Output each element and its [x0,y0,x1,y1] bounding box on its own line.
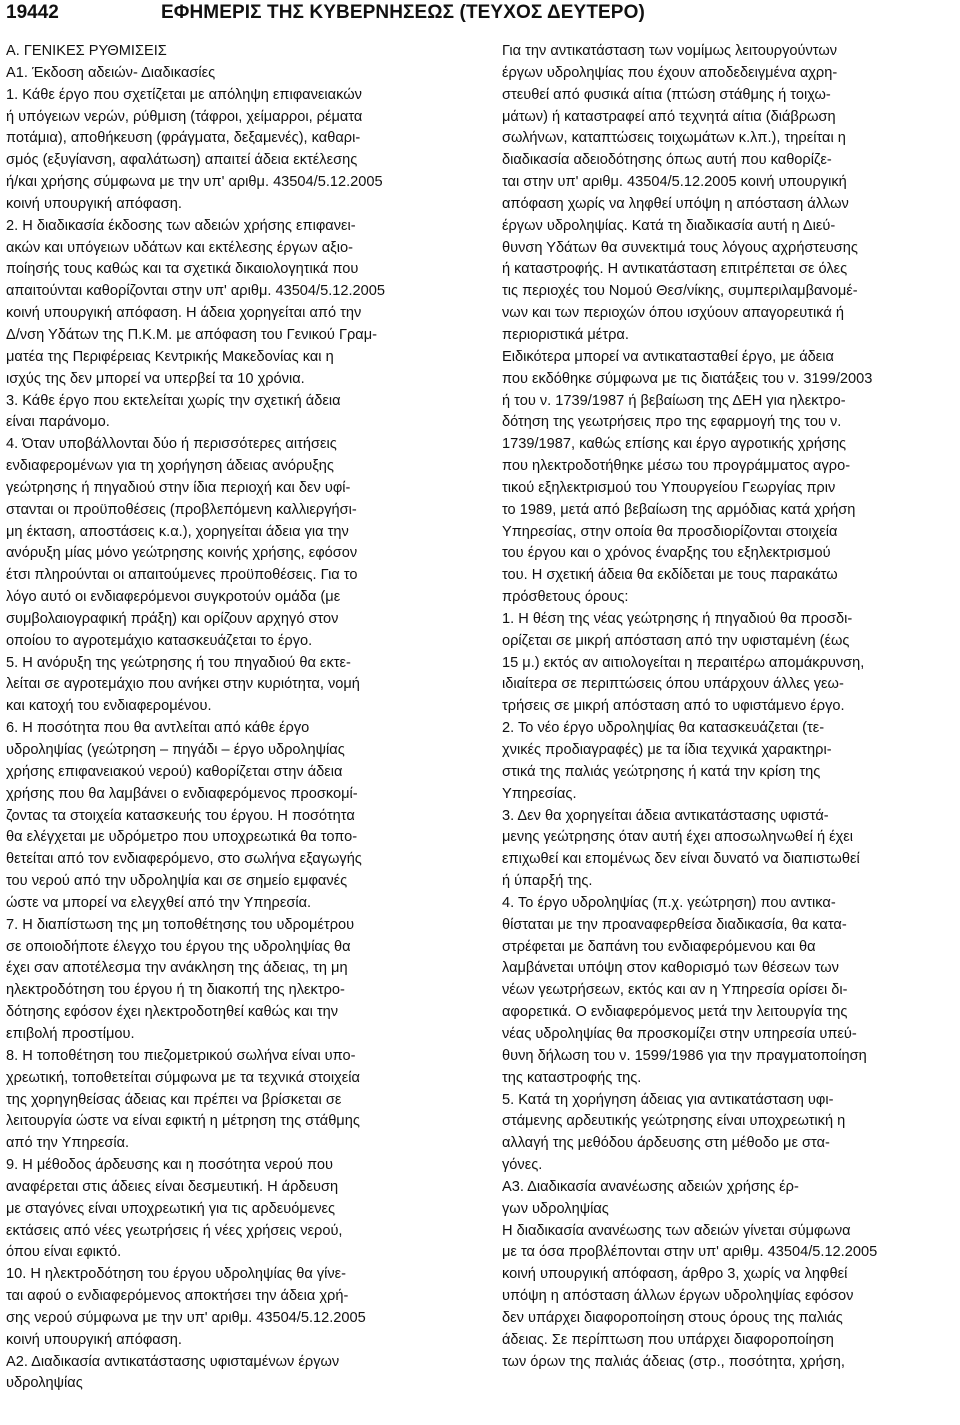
text-line: με τα όσα προβλέπονται στην υπ' αριθμ. 43504/5.12.2005 [502,1244,878,1261]
text-line: ποτάμια), αποθήκευση (φράγματα, δεξαμενές), καθαρι- [6,130,361,147]
text-line: γόνες. [502,1157,543,1174]
text-line: 3. Δεν θα χορηγείται άδεια αντικατάστασης υφιστά- [502,807,829,824]
text-line: μενης γεώτρησης όταν αυτή έχει αποσωληνωθεί ή έχει [502,829,854,846]
text-line: απαιτούνται καθορίζονται στην υπ' αριθμ. 43504/5.12.2005 [6,283,386,300]
text-line: 4. Το έργο υδροληψίας (π.χ. γεώτρηση) που αντικα- [502,894,836,911]
text-line: εκτάσεις από νέες γεωτρήσεις ή νέες χρήσεις νερού, [6,1222,343,1239]
text-line: το 1989, μετά από βεβαίωση της αρμόδιας κατά χρήση [502,501,856,518]
text-line: νέων γεωτρήσεων, εκτός και αν η Υπηρεσία ορίσει δι- [502,982,848,999]
text-line: κοινή υπουργική απόφαση. [6,1331,182,1348]
text-line: ή/και χρήσης σύμφωνα με την υπ' αριθμ. 43504/5.12.2005 [6,174,383,191]
text-line: ή του ν. 1739/1987 ή βεβαίωση της ΔΕΗ για ηλεκτρο- [502,392,846,409]
text-line: που εκδόθηκε σύμφωνα με τις διατάξεις του ν. 3199/2003 [502,370,873,387]
text-line: δότηση της γεωτρήσεις προ της εφαρμογή της του ν. [502,414,842,431]
text-line: έργων υδροληψίας. Κατά τη διαδικασία αυτή η Διεύ- [502,217,836,234]
text-line: που ηλεκτροδοτήθηκε μέσω του προγράμματος αγρο- [502,458,851,475]
text-line: Υπηρεσίας, στην οποία θα προσδιορίζονται στοιχεία [502,523,838,540]
text-line: δεν υπάρχει διαφοροποίηση στους όρους της παλιάς [502,1309,843,1326]
text-line: του έργου και ο χρόνος έναρξης του εξηλεκτρισμού [502,545,831,562]
text-line: σμός (εξυγίανση, αφαλάτωση) απαιτεί άδεια εκτέλεσης [6,152,358,169]
text-line: περιοριστικά μέτρα. [502,326,629,343]
text-line: κοινή υπουργική απόφαση. Η άδεια χορηγείται από την [6,305,362,322]
text-line: ή καταστροφής. Η αντικατάσταση επιτρέπεται σε όλες [502,261,848,278]
text-line: 7. Η διαπίστωση της μη τοποθέτησης του υδρομέτρου [6,916,355,933]
text-line: χρεωτική, τοποθετείται σύμφωνα με τα τεχνικά στοιχεία [6,1069,360,1086]
text-line: θίσταται με την προαναφερθείσα διαδικασία, θα κατα- [502,916,847,933]
text-line: τρήσεις σε μικρή απόσταση από το υφιστάμενο έργο. [502,698,845,715]
text-line: δότησης εφόσον έχει ηλεκτροδοτηθεί καθώς και την [6,1004,339,1021]
text-line: στρέφεται με δαπάνη του ενδιαφερόμενου και θα [502,938,816,955]
text-line: έργων υδροληψίας που έχουν αποδεδειγμένα αχρη- [502,64,838,81]
text-line: χνικές προδιαγραφές) με τα ίδια τεχνικά χαρακτηρι- [502,742,832,758]
text-line: αφορετικά. Ο ενδιαφερόμενος μετά την λειτουργία της [502,1004,848,1021]
text-line: κοινή υπουργική απόφαση, άρθρο 3, χωρίς να ληφθεί [502,1266,848,1283]
text-line: χρήσης επιφανειακού νερού) καθορίζεται στην άδεια [6,763,343,780]
text-line: 15 μ.) εκτός αν αιτιολογείται η περαιτέρω απομάκρυνση, [502,654,865,671]
text-line: οποίου το αγροτεμάχιο κατασκευάζεται το έργο. [6,632,313,649]
text-line: Δ/νση Υδάτων της Π.Κ.Μ. με απόφαση του Γενικού Γραμ- [6,326,378,343]
text-line: σε οποιοδήποτε έλεγχο του έργου της υδροληψίας θα [6,938,351,955]
text-line: Υπηρεσίας. [502,785,577,802]
text-line: 9. Η μέθοδος άρδευσης και η ποσότητα νερού που [6,1157,333,1174]
text-line: επιβολή προστίμου. [6,1025,135,1042]
text-line: ισχύς της δεν μπορεί να υπερβεί τα 10 χρόνια. [6,370,305,387]
text-line: λόγο αυτό οι ενδιαφερόμενοι συγκροτούν ομάδα (με [6,589,341,606]
page-header [6,0,954,40]
text-line: Ειδικότερα μπορεί να αντικατασταθεί έργο, με άδεια [502,348,834,365]
text-line: ποίησής τους καθώς και τα σχετικά δικαιολογητικά που [6,261,359,278]
text-line: στάμενης αρδευτικής γεώτρησης είναι υποχρεωτική η [502,1113,846,1130]
text-line: μη έκταση, αποστάσεις κ.α.), χορηγείται άδεια για την [6,523,349,540]
text-line: έχει σαν αποτέλεσμα την ανάκληση της άδειας, τη μη [6,960,348,977]
text-line: νέας υδροληψίας θα προσκομίζει στην υπηρεσία υπεύ- [502,1025,857,1042]
text-line: 6. Η ποσότητα που θα αντλείται από κάθε έργο [6,720,310,737]
text-line: 3. Κάθε έργο που εκτελείται χωρίς την σχετική άδεια [6,392,341,409]
text-line: 5. Κατά τη χορήγηση άδειας για αντικατάσταση υφι- [502,1091,834,1108]
text-line: λείται σε αγροτεμάχιο που ανήκει στην κυριότητα, νομή [6,676,360,693]
text-line: 2. Η διαδικασία έκδοσης των αδειών χρήσης επιφανει- [6,217,356,234]
page-number: 19442 [6,2,59,23]
right-column [502,41,954,1373]
text-line: 5. Η ανόρυξη της γεώτρησης ή του πηγαδιού θα εκτε- [6,654,351,671]
text-line: στικά της παλιάς γεώτρησης ή κατά την κρίση της [502,763,821,780]
text-line: γεώτρησης ή πηγαδιού στην ίδια περιοχή και δεν υφί- [6,479,351,496]
text-line: ηλεκτροδότηση του έργου ή τη διακοπή της ηλεκτρο- [6,982,345,999]
text-line: μάτων) ή καταστραφεί από τεχνητά αίτια (διάβρωση [502,108,836,125]
text-line: λειτουργία ώστε να είναι εφικτή η μέτρηση της στάθμης [6,1113,360,1130]
text-line: Α. ΓΕΝΙΚΕΣ ΡΥΘΜΙΣΕΙΣ [6,43,167,59]
text-line: νων και των περιοχών όπου ισχύουν απαγορευτικά ή [502,305,844,322]
text-line: Α3. Διαδικασία ανανέωσης αδειών χρήσης έρ- [502,1178,799,1195]
text-line: της καταστροφής της. [502,1069,642,1086]
text-line: θετείται από τον ενδιαφερόμενο, στο σωλήνα εξαγωγής [6,851,362,868]
text-line: και κατοχή του ενδιαφερομένου. [6,698,212,715]
left-column [6,41,466,1395]
text-line: του. Η σχετική άδεια θα εκδίδεται με τους παρακάτω [502,567,838,584]
text-line: 2. Το νέο έργο υδροληψίας θα κατασκευάζεται (τε- [502,720,825,737]
text-line: τικού εξηλεκτρισμού του Υπουργείου Γεωργίας πριν [502,479,836,496]
text-line: ανόρυξη μίας μόνο γεώτρησης κοινής χρήσης, εφόσον [6,545,358,562]
text-line: σης νερού σύμφωνα με την υπ' αριθμ. 43504/5.12.2005 [6,1309,366,1326]
text-line: θυνση Υδάτων θα συνεκτιμά τους λόγους αχρήστευσης [502,239,858,256]
text-line: χρήσης που θα λαμβάνει ο ενδιαφερόμενος προσκομί- [6,785,358,802]
text-line: 8. Η τοποθέτηση του πιεζομετρικού σωλήνα είναι υπο- [6,1047,356,1064]
text-line: ενδιαφερομένων για τη χορήγηση άδειας ανόρυξης [6,458,334,475]
text-line: διαδικασία αδειοδότησης όπως αυτή που καθορίζε- [502,152,832,169]
text-line: κοινή υπουργική απόφαση. [6,195,182,212]
text-line: θυνη δήλωση του ν. 1599/1986 για την πραγματοποίηση [502,1047,867,1064]
text-line: συμβολαιογραφική πράξη) και ορίζουν αρχηγό στον [6,610,339,627]
text-line: πρόσθετους όρους: [502,589,629,606]
text-line: ματέα της Περιφέρειας Κεντρικής Μακεδονίας και η [6,348,334,365]
text-line: ζοντας τα στοιχεία κατασκευής του έργου. Η ποσότητα [6,807,355,824]
text-line: Η διαδικασία ανανέωσης των αδειών γίνεται σύμφωνα [502,1222,851,1239]
text-line: Α2. Διαδικασία αντικατάστασης υφισταμένων έργων [6,1353,340,1370]
text-line: έτσι πληρούνται οι απαιτούμενες προϋποθέσεις. Για το [6,567,358,584]
text-line: 1739/1987, καθώς επίσης και έργο αγροτικής χρήσης [502,436,847,453]
text-line: λαμβάνεται υπόψη στον καθορισμό των θέσεων των [502,960,839,977]
text-line: άδειας. Σε περίπτωση που υπάρχει διαφοροποίηση [502,1331,834,1348]
text-line: ται στην υπ' αριθμ. 43504/5.12.2005 κοινή υπουργική [502,174,847,191]
text-line: γων υδροληψίας [502,1200,609,1217]
text-line: σωλήνων, καταπτώσεις τοιχωμάτων κ.λπ.), τηρείται η [502,130,846,147]
text-line: όπου είναι εφικτό. [6,1244,122,1261]
text-line: Α1. Έκδοση αδειών- Διαδικασίες [6,64,216,81]
text-line: ή υπόγειων νερών, ρύθμιση (τάφροι, χείμαρροι, ρέματα [6,108,363,125]
text-line: από την Υπηρεσία. [6,1135,130,1152]
text-line: Για την αντικατάσταση των νομίμως λειτουργούντων [502,43,838,59]
text-line: του νερού από την υδροληψία και σε σημείο εμφανές [6,873,348,890]
text-line: 4. Όταν υποβάλλονται δύο ή περισσότερες αιτήσεις [6,436,337,453]
text-line: θα ελέγχεται με υδρόμετρο που υποχρεωτικά θα τοπο- [6,829,358,846]
text-line: ορίζεται σε μικρή απόσταση από την υφισταμένη (έως [502,632,850,649]
text-line: τις περιοχές του Νομού Θεσ/νίκης, συμπεριλαμβανομέ- [502,283,858,300]
text-line: 1. Η θέση της νέας γεώτρησης ή πηγαδιού θα προσδι- [502,610,853,627]
text-line: ακών και υπόγειων υδάτων και εκτέλεσης έργων αξιο- [6,239,353,256]
text-line: υπόψη η απόσταση άλλων έργων υδροληψίας εφόσον [502,1288,854,1305]
text-line: υδροληψίας [6,1375,83,1392]
text-line: ιδιαίτερα σε περιπτώσεις όπου υπάρχουν άλλες γεω- [502,676,844,693]
text-line: αναφέρεται στις άδειες είναι δεσμευτική. Η άρδευση [6,1178,339,1195]
journal-title: ΕΦΗΜΕΡΙΣ ΤΗΣ ΚΥΒΕΡΝΗΣΕΩΣ (ΤΕΥΧΟΣ ΔΕΥΤΕΡΟ) [161,2,645,23]
text-line: ή ύπαρξή της. [502,873,593,890]
text-line: ται αφού ο ενδιαφερόμενος αποκτήσει την άδεια χρή- [6,1288,349,1305]
text-line: 10. Η ηλεκτροδότηση του έργου υδροληψίας θα γίνε- [6,1266,347,1283]
text-line: επιχωθεί και επομένως δεν είναι δυνατό να διαπιστωθεί [502,851,860,868]
text-line: των όρων της παλιάς άδειας (στρ., ποσότητα, χρήση, [502,1353,845,1370]
text-line: υδροληψίας (γεώτρηση – πηγάδι – έργο υδροληψίας [6,742,345,758]
text-line: 1. Κάθε έργο που σχετίζεται με απόληψη επιφανειακών [6,86,362,103]
text-line: στανται οι προϋποθέσεις (προβλεπόμενη καλλιεργήσι- [6,501,357,518]
text-line: απόφαση χωρίς να ληφθεί υπόψη η απόσταση άλλων [502,195,849,212]
text-line: στευθεί από φυσικά αίτια (πτώση στάθμης ή τοιχω- [502,86,831,103]
text-line: ώστε να μπορεί να ελεγχθεί από την Υπηρεσία. [6,894,312,911]
text-line: με σταγόνες είναι υποχρεωτική για τις αρδευόμενες [6,1200,336,1217]
text-line: είναι παράνομο. [6,414,110,431]
text-line: αλλαγή της μεθόδου άρδευσης στη μέθοδο με στα- [502,1135,830,1152]
text-line: της χορηγηθείσας άδειας και πρέπει να βρίσκεται σε [6,1091,342,1108]
